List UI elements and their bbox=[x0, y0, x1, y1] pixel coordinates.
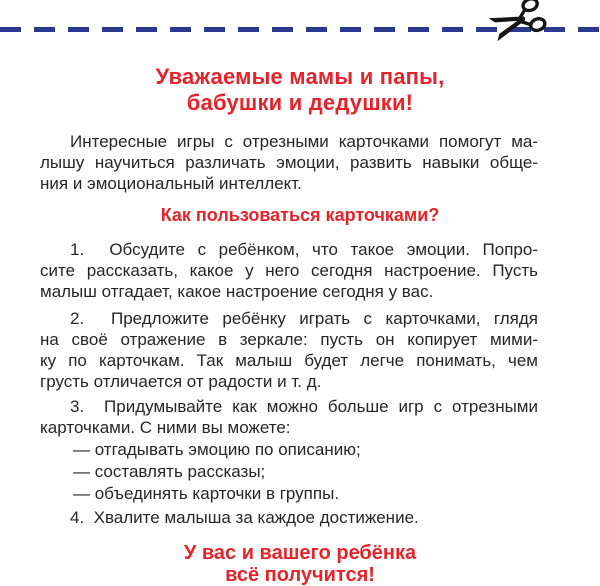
text-line: 2. Предложите ребёнку играть с карточками, глядя bbox=[70, 309, 538, 328]
text-line: ния и эмоциональный интеллект. bbox=[40, 174, 302, 193]
text-line: грусть отличается от радости и т. д. bbox=[40, 372, 322, 391]
intro-paragraph bbox=[40, 131, 538, 194]
page-title bbox=[0, 64, 600, 116]
page-title-line-1: Уважаемые мамы и папы, bbox=[155, 64, 445, 89]
text-line: на своё отражение в зеркале: пусть он копирует мими- bbox=[40, 330, 538, 349]
instruction-item-1 bbox=[40, 239, 538, 302]
text-line: — составлять рассказы; bbox=[73, 462, 266, 481]
section-heading: Как пользоваться карточками? bbox=[160, 205, 440, 225]
text-line: карточками. С ними вы можете: bbox=[40, 418, 291, 437]
text-line: Интересные игры с отрезными карточками помогут ма- bbox=[70, 132, 538, 151]
page-title-line-2: бабушки и дедушки! bbox=[186, 90, 414, 115]
text-line: сите рассказать, какое у него сегодня настроение. Пусть bbox=[40, 261, 538, 280]
text-line: 3. Придумывайте как можно больше игр с отрезными bbox=[70, 397, 538, 416]
instruction-item-3 bbox=[40, 396, 538, 438]
text-line: лышу научиться различать эмоции, развить навыки обще- bbox=[40, 153, 538, 172]
bullet-list bbox=[40, 439, 538, 504]
text-line: малыш отгадает, какое настроение сегодня у вас. bbox=[40, 282, 434, 301]
text-line: 1. Обсудите с ребёнком, что такое эмоции. Попро- bbox=[70, 240, 538, 259]
text-line: — объединять карточки в группы. bbox=[73, 484, 340, 503]
instruction-item-2 bbox=[40, 308, 538, 392]
text-line: 4. Хвалите малыша за каждое достижение. bbox=[70, 508, 419, 527]
closing-line-1: У вас и вашего ребёнка bbox=[183, 542, 417, 564]
closing-message bbox=[0, 542, 600, 586]
closing-line-2: всё получится! bbox=[225, 564, 375, 586]
text-line: ку по карточкам. Так малыш будет легче понимать, чем bbox=[40, 351, 538, 370]
text-line: — отгадывать эмоцию по описанию; bbox=[73, 440, 361, 459]
instruction-item-4 bbox=[40, 507, 538, 528]
